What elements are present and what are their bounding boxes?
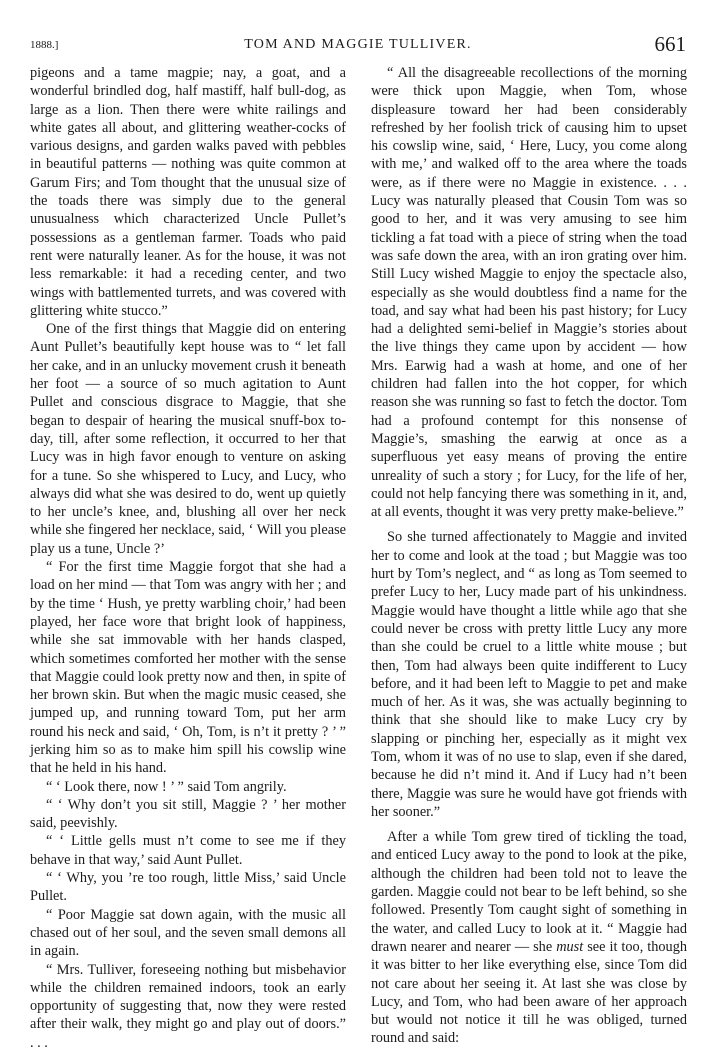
paragraph: So she turned affectionately to Maggie and invited her to come and look at the toad ; but Maggie was too hurt by Tom’s neglect, and “ as long as Tom seemed to prefer Lucy to her, Lucy made part of his unkindness. Maggie would have thought a little while ago that she could never be cross with pretty little Lucy any more than she could be cruel to a little white mouse ; but then, Tom had always been quite indifferent to Lucy before, and it had been left to Maggie to pet and make much of her. As it was, she was actually beginning to think that she should like to make Lucy cry by slapping or pinching her, especially as it might vex Tom, whom it was of no use to slap, even if she dared, because he did n’t mind it. And if Lucy had n’t been there, Maggie was sure he would have got friends with her sooner.” xyxy=(371,529,687,820)
left-column xyxy=(30,64,346,1052)
paragraph: “ Mrs. Tulliver, foreseeing nothing but misbehavior while the children remained indoors, took an early opportunity of suggesting that, now they were rested after their walk, they might go and play out of doors.” . . . xyxy=(30,961,346,1051)
text-span: see it too, though it was bitter to her like everything else, since Tom did not care about her seeing it. At last she was close by Lucy, and Tom, who had been aware of her approach but would not notice it till he was obliged, turned round and said: xyxy=(371,938,687,1047)
paragraph: “ ‘ Why, you ’re too rough, little Miss,’ said Uncle Pullet. xyxy=(30,870,346,905)
paragraph: pigeons and a tame magpie; nay, a goat, and a wonderful brindled dog, half mastiff, half bull-dog, as large as a lion. Then there were white railings and white gates all about, and glittering weather-cocks of various designs, and garden walks paved with pebbles in beautiful patterns — nothing was quite common at Garum Firs; and Tom thought that the unusual size of the toads there was simply due to the general unusualness which characterized Uncle Pullet’s possessions as a gentleman farmer. Toads who paid rent were naturally leaner. As for the house, it was not less remarkable: it had a receding center, and two wings with battlemented turrets, and was covered with glittering white stucco.” xyxy=(30,65,346,319)
paragraph: One of the first things that Maggie did on entering Aunt Pullet’s beautifully kept house was to “ let fall her cake, and in an unlucky movement crush it beneath her foot — a source of so much agitation to Aunt Pullet and conscious disgrace to Maggie, that she began to despair of hearing the musical snuff-box to-day, till, after some reflection, it occurred to her that Lucy was in high favor enough to venture on asking for a tune. So she whispered to Lucy, and Lucy, who always did what she was desired to do, went up quietly to her uncle’s knee, and, blushing all over her neck while she fingered her necklace, said, ‘ Will you please play us a tune, Uncle ?’ xyxy=(30,321,346,557)
header-title: TOM AND MAGGIE TULLIVER. xyxy=(244,37,472,52)
header-year: 1888.] xyxy=(30,39,59,51)
paragraph: “ For the first time Maggie forgot that she had a load on her mind — that Tom was angry with her ; and by the time ‘ Hush, ye pretty warbling choir,’ had been played, her face wore that bright look of happiness, while she sat immovable with her hands clasped, which sometimes comforted her mother with the sense that Maggie could look pretty now and then, in spite of her brown skin. But when the magic music ceased, she jumped up, and running toward Tom, put her arm round his neck and said, ‘ Oh, Tom, is n’t it pretty ? ’ ” jerking him so as to make him spill his cowslip wine that he held in his hand. xyxy=(30,559,346,777)
paragraph xyxy=(371,828,687,1048)
text-span: After a while Tom grew tired of tickling the toad, and enticed Lucy away to the pond to look at the pike, although the children had been told not to leave the garden. Maggie could not bear to be left behind, so she followed. Presently Tom caught sight of something in the water, and called Lucy to look at it. “ Maggie had drawn nearer and nearer — she xyxy=(371,829,687,955)
paragraph: “ All the disagreeable recollections of the morning were thick upon Maggie, when Tom, whose displeasure toward her had been considerably refreshed by her foolish trick of causing him to upset his cowslip wine, said, ‘ Here, Lucy, you come along with me,’ and walked off to the area where the toads were, as if there were no Maggie in existence. . . . Lucy was naturally pleased that Cousin Tom was so good to her, and it was very amusing to see him tickling a fat toad with a piece of string when the toad was safe down the area, with an iron grating over him. Still Lucy wished Maggie to enjoy the spectacle also, especially as she would doubtless find a name for the toad, and say what had been his past history; for Lucy had a delighted semi-belief in Maggie’s stories about the live things they came upon by accident — how Mrs. Earwig had a wash at home, and one of her children had fallen into the hot copper, for which reason she was running so fast to fetch the doctor. Tom had a profound contempt for this nonsense of Maggie’s, smashing the earwig at once as a superfluous yet easy means of proving the entire unreality of such a story ; for Lucy, for the life of her, could not help fancying there was something in it, and, at all events, thought it was very pretty make-believe.” xyxy=(371,65,687,521)
page-number: 661 xyxy=(654,32,686,56)
paragraph: “ ‘ Look there, now ! ’ ” said Tom angrily. xyxy=(46,778,287,795)
right-column xyxy=(371,64,687,1048)
emphasized-word: must xyxy=(556,938,584,955)
paragraph: “ ‘ Why don’t you sit still, Maggie ? ’ her mother said, peevishly. xyxy=(30,796,346,832)
paragraph: “ ‘ Little gells must n’t come to see me if they behave in that way,’ said Aunt Pullet. xyxy=(30,833,346,868)
paragraph: “ Poor Maggie sat down again, with the music all chased out of her soul, and the seven small demons all in again. xyxy=(30,906,346,960)
running-header xyxy=(30,32,686,56)
